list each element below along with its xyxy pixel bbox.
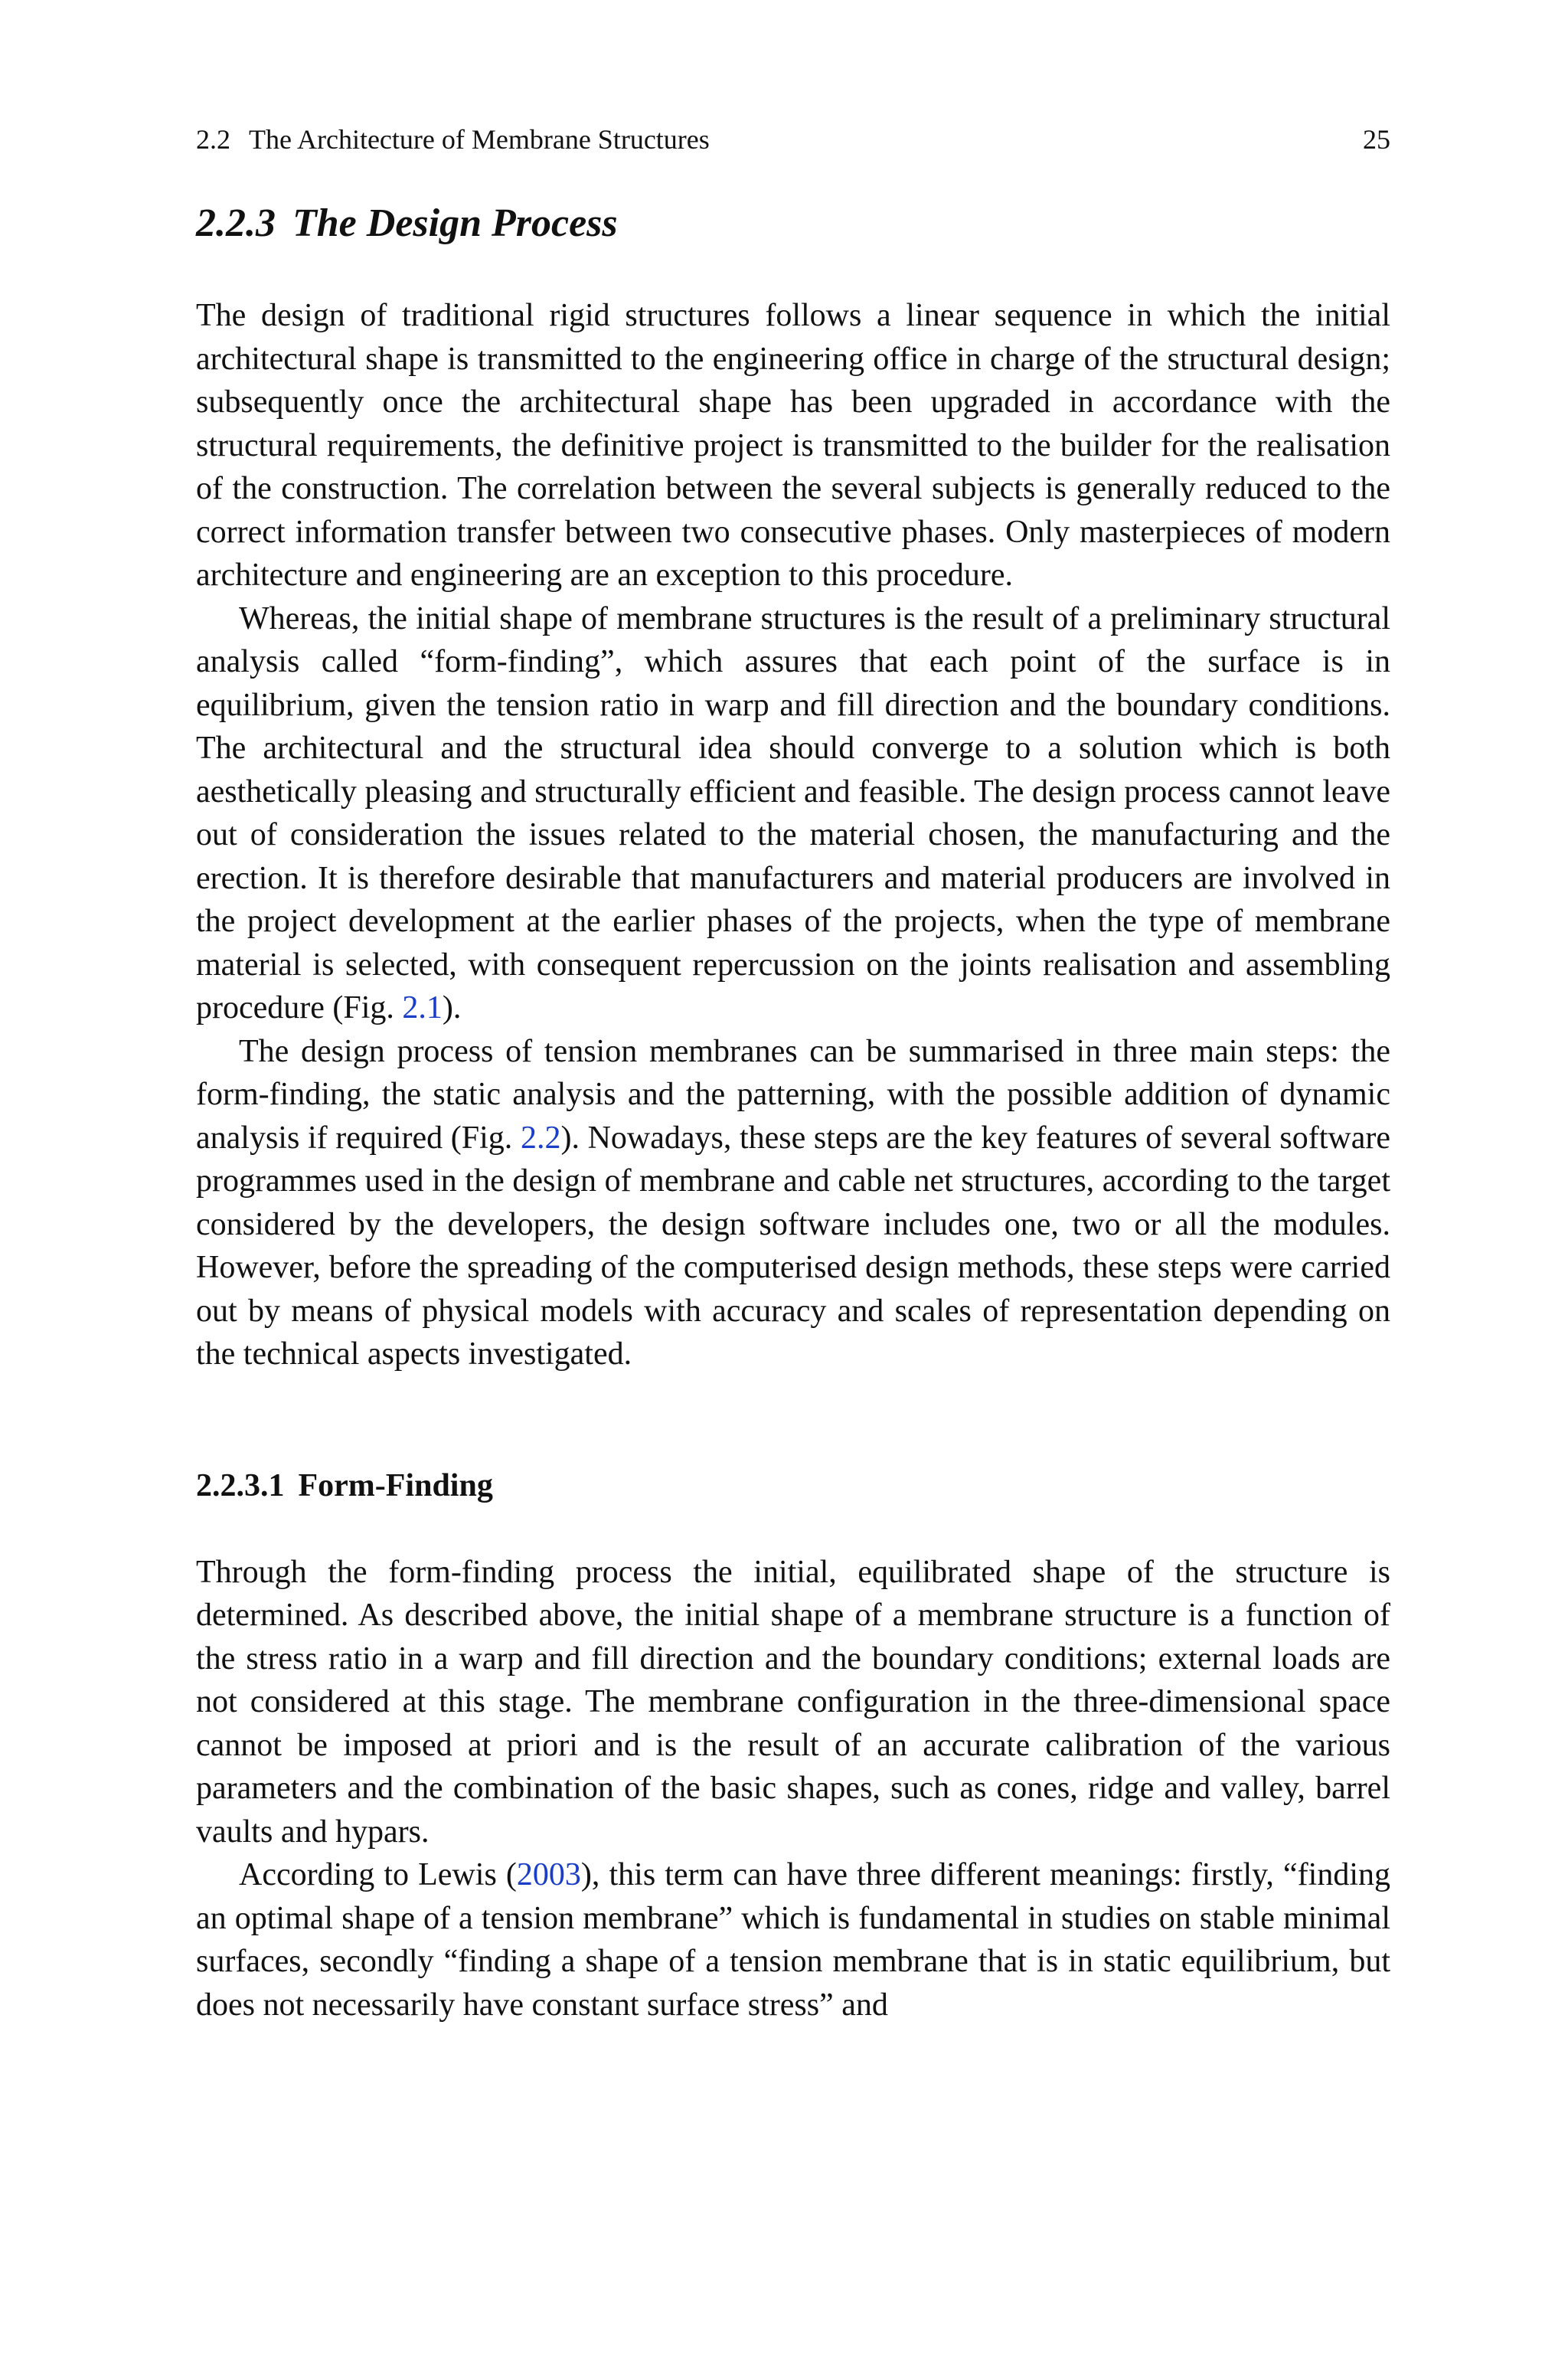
subsection-paragraph-2-text-start: According to Lewis ( <box>239 1857 517 1892</box>
section-body <box>196 294 1390 1376</box>
section-title: The Design Process <box>292 201 618 245</box>
paragraph-3 <box>196 1030 1390 1376</box>
subsection-body <box>196 1551 1390 2027</box>
subsection-paragraph-2-text-end: ), this term can have three different meanings: firstly, “finding an optimal shape of a tension membrane” which is fundamental in studies on stable minimal surfaces, secondly “finding a shape of a tension membrane that is in static equilibrium, but does not necessarily have constant surface stress” and <box>196 1857 1390 2023</box>
book-page <box>196 123 1390 2026</box>
section-number: 2.2.3 <box>196 201 276 245</box>
running-header-left <box>196 123 710 156</box>
running-header <box>196 123 1390 156</box>
subsection-paragraph-1: Through the form-finding process the initial, equilibrated shape of the structure is determined. As described above, the initial shape of a membrane structure is a function of the stress ratio in a warp and fill direction and the boundary conditions; external loads are not considered at this stage. The membrane configuration in the three-dimensional space cannot be imposed at priori and is the result of an accurate calibration of the various parameters and the combination of the basic shapes, such as cones, ridge and valley, barrel vaults and hypars. <box>196 1554 1390 1850</box>
paragraph-3-text-start: The design process of tension membranes can be summarised in three main steps: the form-finding, the static analysis and the patterning, with the possible addition of dynamic analysis if required (Fig. <box>196 1033 1390 1156</box>
subsection-heading <box>196 1464 1390 1507</box>
paragraph-2 <box>196 597 1390 1030</box>
header-section-number: 2.2 <box>196 124 230 155</box>
section-heading <box>196 199 1390 248</box>
page-number: 25 <box>1363 124 1390 155</box>
subsection-paragraph-2 <box>196 1853 1390 2026</box>
header-section-title: The Architecture of Membrane Structures <box>249 124 710 155</box>
paragraph-1: The design of traditional rigid structures follows a linear sequence in which the initial architectural shape is transmitted to the engineering office in charge of the structural design; subsequently once the architectural shape has been upgraded in accordance with the structural requirements, the definitive project is transmitted to the builder for the realisation of the construction. The correlation between the several subjects is generally reduced to the correct information transfer between two consecutive phases. Only masterpieces of modern architecture and engineering are an exception to this procedure. <box>196 298 1390 593</box>
subsection-number: 2.2.3.1 <box>196 1467 285 1503</box>
subsection-title: Form-Finding <box>298 1467 493 1503</box>
figure-2-2-link[interactable]: 2.2 <box>520 1120 561 1156</box>
figure-2-1-link[interactable]: 2.1 <box>402 990 443 1025</box>
paragraph-2-text-end: ). <box>442 990 462 1025</box>
citation-lewis-2003-link[interactable]: 2003 <box>516 1857 581 1892</box>
paragraph-2-text-start: Whereas, the initial shape of membrane structures is the result of a preliminary structural analysis called “form-finding”, which assures that each point of the surface is in equilibrium, given the tension ratio in warp and fill direction and the boundary conditions. The architectural and the structural idea should converge to a solution which is both aesthetically pleasing and structurally efficient and feasible. The design process cannot leave out of consideration the issues related to the material chosen, the manufacturing and the erection. It is therefore desirable that manufacturers and material producers are involved in the project development at the earlier phases of the projects, when the type of membrane material is selected, with consequent repercussion on the joints realisation and assembling procedure (Fig. <box>196 600 1390 1025</box>
paragraph-3-text-end: ). Nowadays, these steps are the key features of several software programmes used in the design of membrane and cable net structures, according to the target considered by the developers, the design software includes one, two or all the modules. However, before the spreading of the computerised design methods, these steps were carried out by means of physical models with accuracy and scales of representation depending on the technical aspects investigated. <box>196 1120 1391 1372</box>
